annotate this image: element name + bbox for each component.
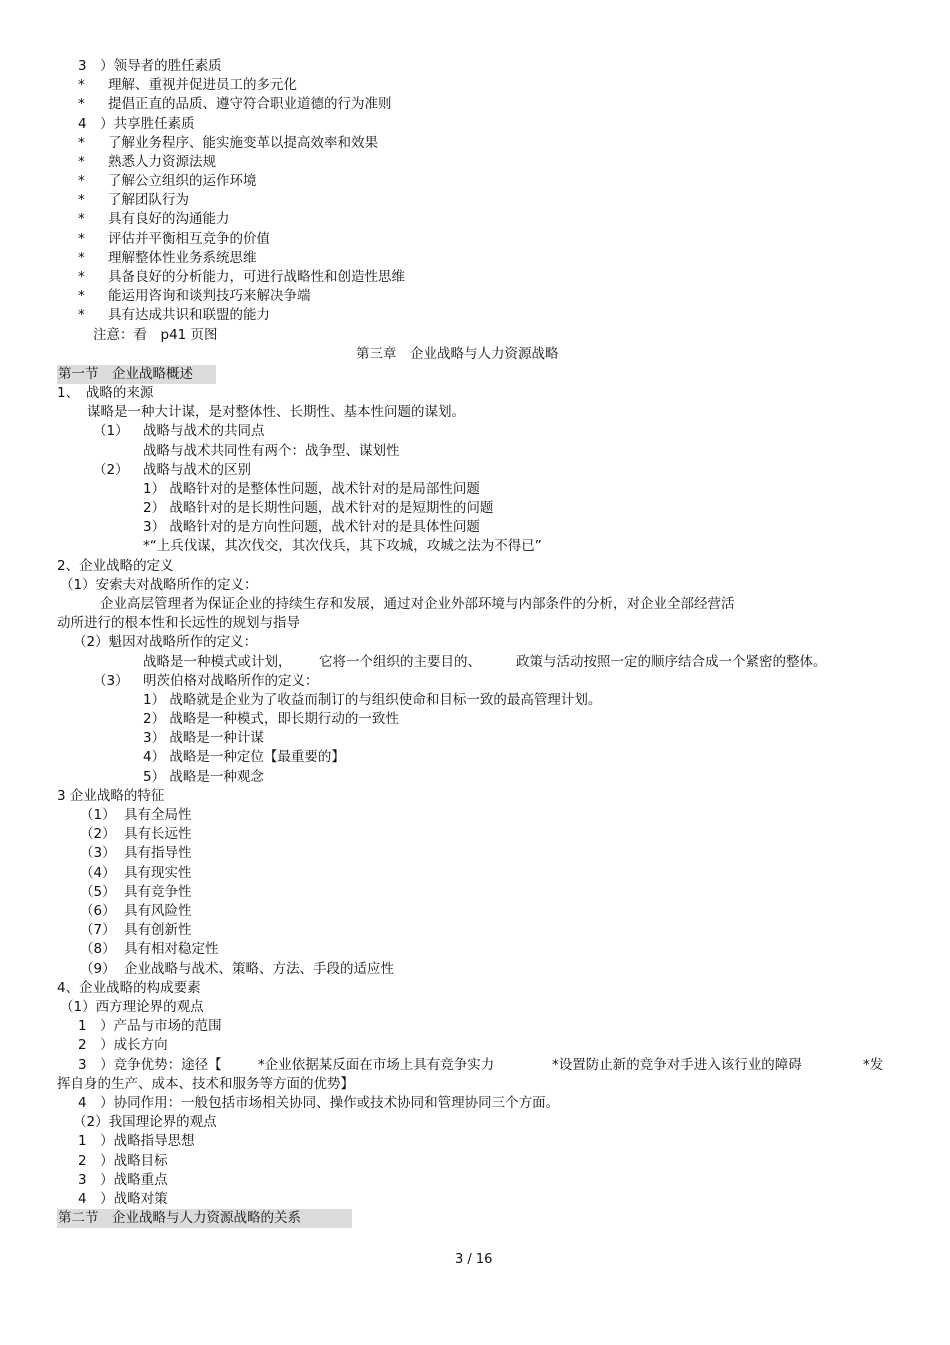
bullet-star: *: [78, 96, 85, 112]
section-heading: 第一节 企业战略概述: [57, 365, 216, 384]
heading-definition: 2、企业战略的定义: [57, 558, 174, 574]
page-number: 3 / 16: [455, 1252, 493, 1267]
bullet-star: *: [78, 192, 85, 208]
paragraph: 动所进行的根本性和长远性的规划与指导: [57, 615, 300, 631]
item-number: （1）: [93, 423, 129, 439]
subheading: （1）安索夫对战略所作的定义：: [60, 577, 258, 593]
bullet-star: *: [78, 250, 85, 266]
bullet-star: *: [78, 269, 85, 285]
heading-characteristics: 3 企业战略的特征: [57, 788, 165, 804]
paragraph: 它将一个组织的主要目的、: [319, 654, 481, 670]
paragraph: 战略是一种模式或计划，: [143, 654, 292, 670]
list-item: 3） 战略是一种计谋: [143, 730, 264, 746]
item-number: （3）: [80, 845, 116, 861]
subheading: （2）魁因对战略所作的定义：: [73, 634, 258, 650]
heading-strategy-origin: 1、 战略的来源: [57, 385, 154, 401]
list-item: 1） 战略针对的是整体性问题，战术针对的是局部性问题: [143, 481, 480, 497]
list-item: 具有竞争性: [124, 884, 192, 900]
list-item: 具有长远性: [124, 826, 192, 842]
item-number: （1）: [80, 807, 116, 823]
list-item: 2） 战略针对的是长期性问题，战术针对的是短期性的问题: [143, 500, 494, 516]
list-item: 3） 战略针对的是方向性问题，战术针对的是具体性问题: [143, 519, 480, 535]
list-item: 具有指导性: [124, 845, 192, 861]
section-heading: 第二节 企业战略与人力资源战略的关系: [57, 1209, 352, 1228]
bullet-star: *: [78, 288, 85, 304]
heading-elements: 4、企业战略的构成要素: [57, 980, 201, 996]
item-number: （8）: [80, 941, 116, 957]
list-item: 了解团队行为: [108, 192, 189, 208]
list-item: 1 ）产品与市场的范围: [78, 1018, 222, 1034]
item-number: （2）: [93, 462, 129, 478]
list-heading-leader-competency: 3 ）领导者的胜任素质: [78, 58, 222, 74]
list-item: 3 ）战略重点: [78, 1172, 168, 1188]
paragraph: 企业高层管理者为保证企业的持续生存和发展，通过对企业外部环境与内部条件的分析，对企业全部经营活: [100, 596, 735, 612]
list-item-part: *企业依据某反面在市场上具有竞争实力: [258, 1057, 495, 1073]
item-number: （2）: [80, 826, 116, 842]
item-number: （9）: [80, 961, 116, 977]
list-item: 具有风险性: [124, 903, 192, 919]
item-number: （5）: [80, 884, 116, 900]
list-item: 2 ）成长方向: [78, 1037, 168, 1053]
list-item: 2） 战略是一种模式，即长期行动的一致性: [143, 711, 399, 727]
paragraph: 谋略是一种大计谋，是对整体性、长期性、基本性问题的谋划。: [87, 404, 465, 420]
item-number: （6）: [80, 903, 116, 919]
list-item: 了解公立组织的运作环境: [108, 173, 257, 189]
item-number: （3）: [93, 673, 129, 689]
list-item: 具有达成共识和联盟的能力: [108, 307, 270, 323]
list-item: 理解、重视并促进员工的多元化: [108, 77, 297, 93]
paragraph: 政策与活动按照一定的顺序结合成一个紧密的整体。: [516, 654, 827, 670]
item-number: （7）: [80, 922, 116, 938]
list-heading-shared-competency: 4 ）共享胜任素质: [78, 116, 195, 132]
list-item-part: *设置防止新的竞争对手进入该行业的障碍: [552, 1057, 802, 1073]
bullet-star: *: [78, 173, 85, 189]
subheading: 战略与战术的共同点: [143, 423, 265, 439]
list-item: 3 ）竞争优势：途径【: [78, 1057, 222, 1073]
list-item: 具有良好的沟通能力: [108, 211, 230, 227]
list-item: 5） 战略是一种观念: [143, 769, 264, 785]
list-item: 具有现实性: [124, 865, 192, 881]
subheading: （1）西方理论界的观点: [60, 999, 204, 1015]
chapter-title: 第三章 企业战略与人力资源战略: [356, 346, 559, 362]
subheading: 战略与战术的区别: [143, 462, 251, 478]
list-item: 熟悉人力资源法规: [108, 154, 216, 170]
subheading: （2）我国理论界的观点: [73, 1114, 217, 1130]
list-item: 了解业务程序、能实施变革以提高效率和效果: [108, 135, 378, 151]
bullet-star: *: [78, 77, 85, 93]
list-item: 具有创新性: [124, 922, 192, 938]
note: 注意：看 p41 页图: [93, 327, 218, 343]
subheading: 明茨伯格对战略所作的定义：: [143, 673, 319, 689]
bullet-star: *: [78, 154, 85, 170]
list-item: 具备良好的分析能力，可进行战略性和创造性思维: [108, 269, 405, 285]
bullet-star: *: [78, 307, 85, 323]
list-item: 评估并平衡相互竞争的价值: [108, 231, 270, 247]
item-number: （4）: [80, 865, 116, 881]
list-item: 1 ）战略指导思想: [78, 1133, 195, 1149]
list-item: 具有全局性: [124, 807, 192, 823]
paragraph: 战略与战术共同性有两个：战争型、谋划性: [143, 443, 400, 459]
bullet-star: *: [78, 135, 85, 151]
bullet-star: *: [78, 211, 85, 227]
list-item: 能运用咨询和谈判技巧来解决争端: [108, 288, 311, 304]
quote: *“上兵伐谋，其次伐交，其次伐兵，其下攻城，攻城之法为不得已”: [143, 538, 542, 554]
list-item-continuation: 挥自身的生产、成本、技术和服务等方面的优势】: [57, 1076, 354, 1092]
list-item: 1） 战略就是企业为了收益而制订的与组织使命和目标一致的最高管理计划。: [143, 692, 602, 708]
list-item: 企业战略与战术、策略、方法、手段的适应性: [124, 961, 394, 977]
list-item: 4 ）协同作用：一般包括市场相关协同、操作或技术协同和管理协同三个方面。: [78, 1095, 560, 1111]
list-item-part: *发: [863, 1057, 884, 1073]
list-item: 理解整体性业务系统思维: [108, 250, 257, 266]
list-item: 4） 战略是一种定位【最重要的】: [143, 749, 345, 765]
list-item: 提倡正直的品质、遵守符合职业道德的行为准则: [108, 96, 392, 112]
list-item: 具有相对稳定性: [124, 941, 219, 957]
list-item: 2 ）战略目标: [78, 1153, 168, 1169]
bullet-star: *: [78, 231, 85, 247]
list-item: 4 ）战略对策: [78, 1191, 168, 1207]
